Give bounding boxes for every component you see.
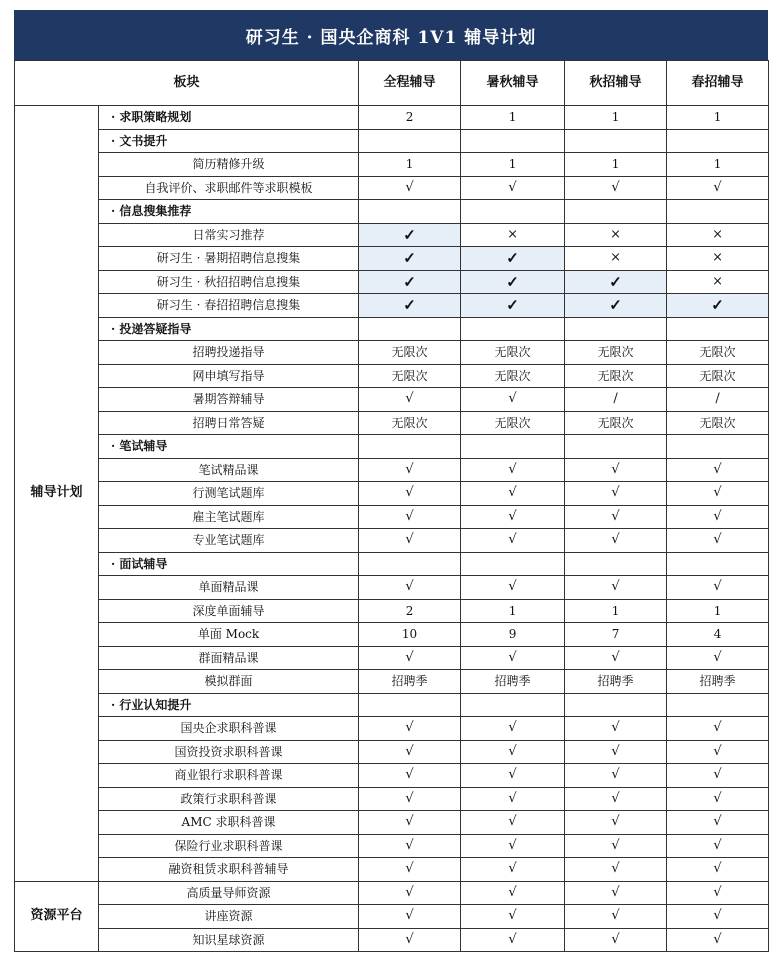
section-value [565, 693, 667, 717]
section-value: 1 [461, 106, 565, 130]
table-row [15, 764, 769, 788]
item-value: / [667, 388, 769, 412]
item-label: 高质量导师资源 [99, 881, 359, 905]
item-value: √ [461, 928, 565, 952]
group-label: 资源平台 [15, 881, 99, 952]
item-label: 雇主笔试题库 [99, 505, 359, 529]
item-value: ✓ [565, 270, 667, 294]
section-value [667, 435, 769, 459]
item-value: ✓ [359, 223, 461, 247]
item-value: 1 [461, 599, 565, 623]
item-label: 国央企求职科普课 [99, 717, 359, 741]
section-value: 1 [565, 106, 667, 130]
item-value: 7 [565, 623, 667, 647]
item-value: ✓ [359, 270, 461, 294]
plan-table [14, 60, 769, 952]
item-label: 研习生 · 秋招招聘信息搜集 [99, 270, 359, 294]
item-value: √ [359, 928, 461, 952]
item-value: √ [461, 646, 565, 670]
column-header-module: 板块 [15, 61, 359, 106]
table-row [15, 388, 769, 412]
table-row [15, 411, 769, 435]
item-label: 深度单面辅导 [99, 599, 359, 623]
section-value [565, 129, 667, 153]
section-value [565, 435, 667, 459]
table-row [15, 529, 769, 553]
item-value: √ [461, 482, 565, 506]
item-label: 保险行业求职科普课 [99, 834, 359, 858]
section-title: · 面试辅导 [99, 552, 359, 576]
table-row [15, 576, 769, 600]
section-value [565, 200, 667, 224]
item-value: √ [565, 458, 667, 482]
item-value: √ [667, 764, 769, 788]
item-value: √ [461, 764, 565, 788]
item-value: ✓ [667, 294, 769, 318]
item-label: 简历精修升级 [99, 153, 359, 177]
item-value: 1 [667, 153, 769, 177]
item-value: √ [667, 881, 769, 905]
item-label: 网申填写指导 [99, 364, 359, 388]
section-row [15, 552, 769, 576]
item-value: √ [359, 529, 461, 553]
item-label: 笔试精品课 [99, 458, 359, 482]
item-value: √ [359, 458, 461, 482]
item-value: ✓ [359, 247, 461, 271]
item-value: 无限次 [667, 364, 769, 388]
section-value [565, 552, 667, 576]
item-label: 日常实习推荐 [99, 223, 359, 247]
section-row [15, 200, 769, 224]
item-value: √ [461, 717, 565, 741]
item-value: ✓ [461, 294, 565, 318]
item-value: 4 [667, 623, 769, 647]
section-row [15, 317, 769, 341]
item-value: √ [461, 458, 565, 482]
section-value [667, 693, 769, 717]
section-value [359, 129, 461, 153]
table-row [15, 341, 769, 365]
column-header-plan: 秋招辅导 [565, 61, 667, 106]
item-label: 招聘投递指导 [99, 341, 359, 365]
item-value: √ [359, 505, 461, 529]
item-value: √ [565, 834, 667, 858]
table-row [15, 881, 769, 905]
item-value: √ [461, 811, 565, 835]
section-value [565, 317, 667, 341]
section-value [461, 317, 565, 341]
item-label: 政策行求职科普课 [99, 787, 359, 811]
item-value: 无限次 [359, 364, 461, 388]
item-label: 单面 Mock [99, 623, 359, 647]
item-label: 招聘日常答疑 [99, 411, 359, 435]
item-value: 1 [667, 599, 769, 623]
table-row [15, 482, 769, 506]
item-value: 无限次 [565, 364, 667, 388]
item-value: √ [667, 928, 769, 952]
section-value [461, 435, 565, 459]
table-row [15, 247, 769, 271]
item-value: √ [359, 388, 461, 412]
section-value [359, 200, 461, 224]
item-value: 1 [565, 599, 667, 623]
item-value: √ [565, 646, 667, 670]
section-title: · 文书提升 [99, 129, 359, 153]
item-value: √ [565, 811, 667, 835]
section-value [461, 200, 565, 224]
item-value: √ [667, 858, 769, 882]
item-value: √ [461, 881, 565, 905]
item-value: √ [359, 858, 461, 882]
item-value: √ [461, 176, 565, 200]
item-value: √ [359, 740, 461, 764]
table-row [15, 505, 769, 529]
item-value: ✓ [461, 247, 565, 271]
item-value: 1 [461, 153, 565, 177]
item-value: 无限次 [461, 411, 565, 435]
group-label: 辅导计划 [15, 106, 99, 882]
item-value: × [565, 247, 667, 271]
page-title: 研习生 · 国央企商科 1V1 辅导计划 [14, 10, 768, 60]
item-value: × [667, 223, 769, 247]
item-value: √ [565, 176, 667, 200]
item-value: √ [667, 482, 769, 506]
item-label: 国资投资求职科普课 [99, 740, 359, 764]
column-header-plan: 暑秋辅导 [461, 61, 565, 106]
item-label: 专业笔试题库 [99, 529, 359, 553]
table-row [15, 176, 769, 200]
item-value: √ [461, 740, 565, 764]
item-value: √ [359, 482, 461, 506]
item-value: √ [359, 905, 461, 929]
table-row [15, 811, 769, 835]
item-value: √ [461, 576, 565, 600]
item-value: 招聘季 [565, 670, 667, 694]
item-value: √ [565, 482, 667, 506]
item-value: √ [667, 717, 769, 741]
item-value: √ [667, 458, 769, 482]
item-value: / [565, 388, 667, 412]
item-value: √ [667, 176, 769, 200]
item-value: 无限次 [359, 411, 461, 435]
table-row [15, 364, 769, 388]
section-title: · 行业认知提升 [99, 693, 359, 717]
item-value: √ [461, 505, 565, 529]
item-value: × [461, 223, 565, 247]
item-label: 研习生 · 春招招聘信息搜集 [99, 294, 359, 318]
header-row [15, 61, 769, 106]
item-value: 无限次 [461, 364, 565, 388]
item-value: √ [667, 646, 769, 670]
item-value: √ [667, 576, 769, 600]
table-row [15, 787, 769, 811]
table-row [15, 858, 769, 882]
section-row [15, 435, 769, 459]
item-value: √ [667, 787, 769, 811]
table-row [15, 623, 769, 647]
item-value: √ [461, 834, 565, 858]
table-row [15, 928, 769, 952]
item-value: × [667, 247, 769, 271]
item-value: ✓ [565, 294, 667, 318]
item-value: √ [565, 928, 667, 952]
item-value: 10 [359, 623, 461, 647]
section-value [359, 693, 461, 717]
section-value [359, 317, 461, 341]
item-value: √ [565, 740, 667, 764]
item-value: √ [359, 834, 461, 858]
section-title: · 信息搜集推荐 [99, 200, 359, 224]
section-value [461, 129, 565, 153]
item-value: √ [667, 740, 769, 764]
item-value: √ [565, 905, 667, 929]
column-header-plan: 春招辅导 [667, 61, 769, 106]
item-value: 无限次 [565, 341, 667, 365]
table-row [15, 458, 769, 482]
section-title: · 笔试辅导 [99, 435, 359, 459]
item-value: √ [565, 858, 667, 882]
item-value: √ [359, 646, 461, 670]
item-label: 单面精品课 [99, 576, 359, 600]
item-value: √ [461, 905, 565, 929]
table-row [15, 740, 769, 764]
section-title: · 投递答疑指导 [99, 317, 359, 341]
table-row [15, 646, 769, 670]
item-value: √ [359, 176, 461, 200]
item-value: √ [461, 529, 565, 553]
item-label: 暑期答辩辅导 [99, 388, 359, 412]
item-label: 群面精品课 [99, 646, 359, 670]
section-value: 1 [667, 106, 769, 130]
section-value [461, 693, 565, 717]
item-value: √ [565, 576, 667, 600]
item-value: √ [461, 388, 565, 412]
item-label: 讲座资源 [99, 905, 359, 929]
item-label: 研习生 · 暑期招聘信息搜集 [99, 247, 359, 271]
section-value: 2 [359, 106, 461, 130]
item-value: √ [565, 764, 667, 788]
item-value: √ [565, 787, 667, 811]
table-row [15, 599, 769, 623]
item-value: √ [565, 717, 667, 741]
section-row [15, 129, 769, 153]
item-value: 招聘季 [359, 670, 461, 694]
section-value [667, 317, 769, 341]
item-label: 行测笔试题库 [99, 482, 359, 506]
item-value: 2 [359, 599, 461, 623]
item-value: √ [667, 811, 769, 835]
item-label: AMC 求职科普课 [99, 811, 359, 835]
item-value: √ [565, 505, 667, 529]
table-row [15, 670, 769, 694]
item-value: 招聘季 [667, 670, 769, 694]
item-value: 招聘季 [461, 670, 565, 694]
item-value: ✓ [359, 294, 461, 318]
item-value: 无限次 [461, 341, 565, 365]
item-value: √ [461, 858, 565, 882]
section-title: · 求职策略规划 [99, 106, 359, 130]
section-value [667, 552, 769, 576]
item-value: √ [359, 881, 461, 905]
section-value [359, 552, 461, 576]
item-value: √ [359, 764, 461, 788]
item-value: √ [667, 905, 769, 929]
item-value: √ [667, 505, 769, 529]
item-value: √ [359, 811, 461, 835]
table-row [15, 270, 769, 294]
section-row [15, 693, 769, 717]
section-value [359, 435, 461, 459]
item-value: √ [667, 834, 769, 858]
table-row [15, 717, 769, 741]
item-value: √ [359, 787, 461, 811]
column-header-plan: 全程辅导 [359, 61, 461, 106]
item-value: 9 [461, 623, 565, 647]
item-label: 自我评价、求职邮件等求职模板 [99, 176, 359, 200]
item-label: 商业银行求职科普课 [99, 764, 359, 788]
table-row [15, 905, 769, 929]
item-value: √ [461, 787, 565, 811]
item-label: 模拟群面 [99, 670, 359, 694]
section-value [461, 552, 565, 576]
item-value: √ [565, 529, 667, 553]
item-value: 无限次 [565, 411, 667, 435]
item-label: 知识星球资源 [99, 928, 359, 952]
item-value: √ [565, 881, 667, 905]
table-row [15, 834, 769, 858]
section-value [667, 200, 769, 224]
table-row [15, 223, 769, 247]
item-label: 融资租赁求职科普辅导 [99, 858, 359, 882]
section-value [667, 129, 769, 153]
item-value: ✓ [461, 270, 565, 294]
section-row [15, 106, 769, 130]
item-value: 无限次 [667, 411, 769, 435]
table-row [15, 294, 769, 318]
item-value: 1 [565, 153, 667, 177]
table-row [15, 153, 769, 177]
item-value: × [667, 270, 769, 294]
item-value: 无限次 [359, 341, 461, 365]
item-value: 无限次 [667, 341, 769, 365]
item-value: √ [359, 576, 461, 600]
item-value: 1 [359, 153, 461, 177]
item-value: √ [359, 717, 461, 741]
item-value: × [565, 223, 667, 247]
item-value: √ [667, 529, 769, 553]
